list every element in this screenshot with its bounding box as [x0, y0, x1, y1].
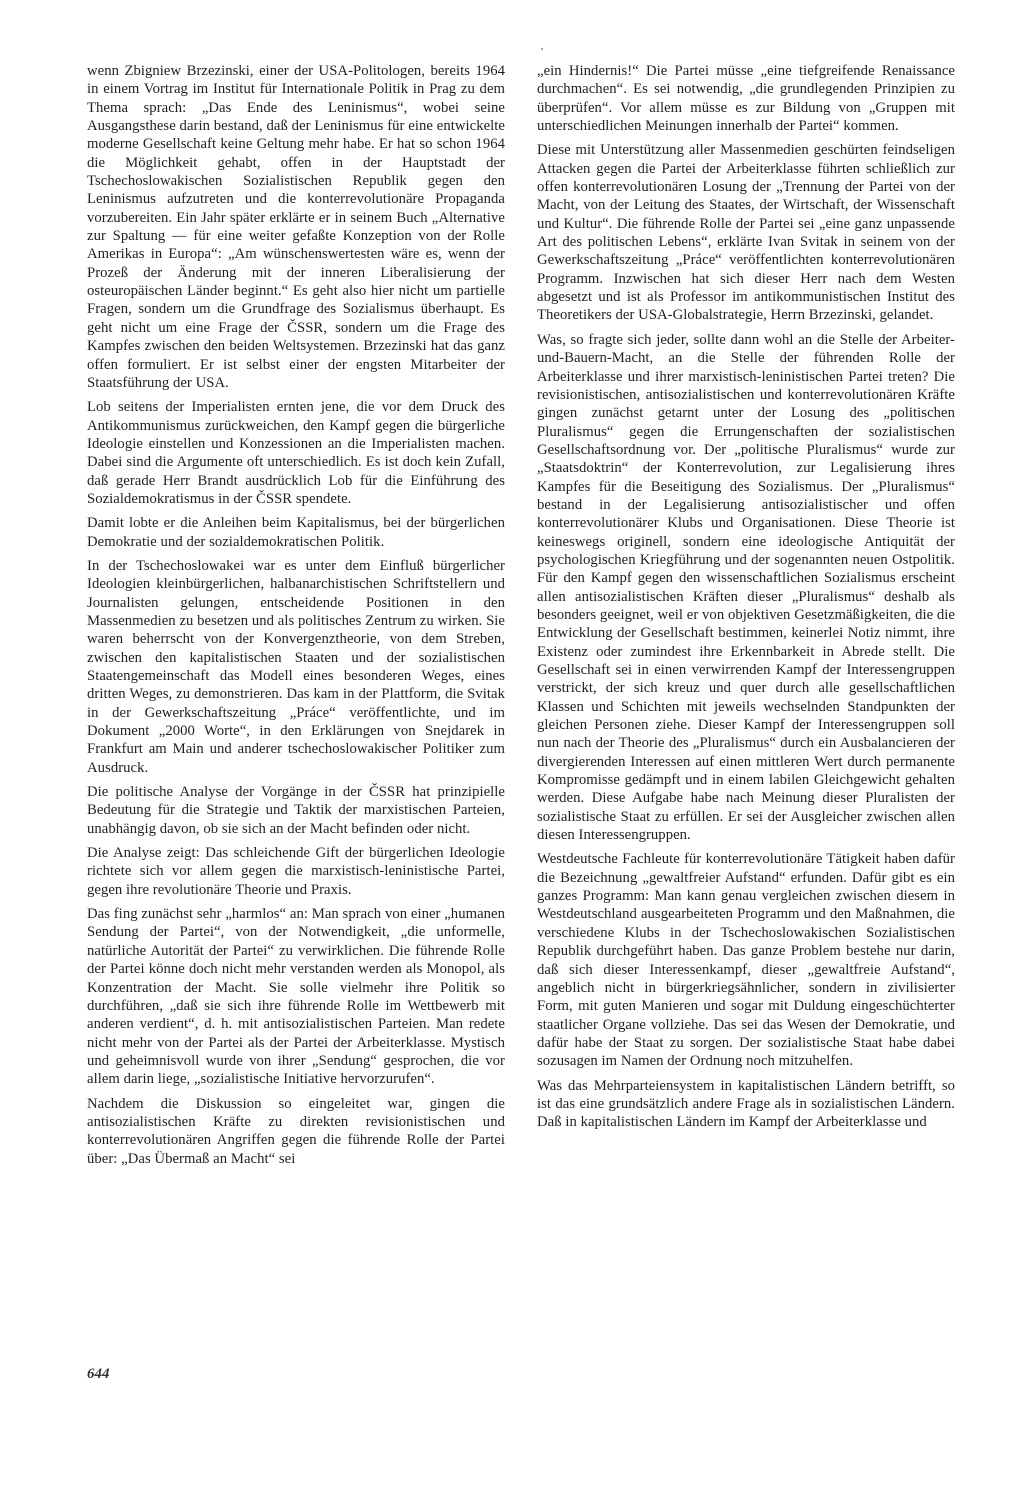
paragraph: Was das Mehrparteiensystem in kapitalistischen Ländern betrifft, so ist das eine grundsätzlich andere Frage als in sozialistischen Ländern. Daß in kapitalistischen Ländern im Kampf der Arbeiterklasse und	[537, 1077, 955, 1131]
paragraph: wenn Zbigniew Brzezinski, einer der USA-Politologen, bereits 1964 in einem Vortrag im Institut für Internationale Politik in Prag zu dem Thema sprach: „Das Ende des Leninismus“, wobei seine Ausgangsthese darin bestand, daß der Leninismus für eine entwickelte moderne Gesellschaft keine Geltung mehr habe. Er hat so schon 1964 die Möglichkeit gehabt, offen in der Hauptstadt der Tschechoslowakischen Sozialistischen Republik gegen den Leninismus aufzutreten und die konterrevolutionäre Propaganda vorzubereiten. Ein Jahr später erklärte er in seinem Buch „Alternative zur Spaltung — für eine weiter gefaßte Konzeption von der Rolle Amerikas in Europa“: „Am wünschenswertesten wäre es, wenn der Prozeß der Änderung mit der inneren Liberalisierung der osteuropäischen Länder beginnt.“ Es geht also hier nicht um partielle Fragen, sondern um die Grundfrage des Sozialismus überhaupt. Es geht nicht um eine Frage der ČSSR, sondern um die Frage des Kampfes zwischen den beiden Weltsystemen. Brzezinski hat das ganz offen formuliert. Er ist selbst einer der engsten Mitarbeiter der Staatsführung der USA.	[87, 63, 505, 391]
paragraph: Lob seitens der Imperialisten ernten jene, die vor dem Druck des Antikommunismus zurückweichen, den Kampf gegen die bürgerliche Ideologie einstellen und Konzessionen an die Imperialisten machen. Dabei sind die Argumente oft unterschiedlich. Es ist doch kein Zufall, daß gerade Herr Brandt ausdrücklich Lob für die Einführung des Sozialdemokratismus in der ČSSR spendete.	[87, 399, 505, 507]
paragraph: Was, so fragte sich jeder, sollte dann wohl an die Stelle der Arbeiter-und-Bauern-Macht, an die Stelle der führenden Rolle der Arbeiterklasse und ihrer marxistisch-leninistischen Partei treten? Die revisionistischen, antisozialistischen und konterrevolutionären Kräfte gingen zunächst getarnt unter der Losung des „politischen Pluralismus“ gegen die Errungenschaften der sozialistischen Gesellschaftsordnung vor. Der „politische Pluralismus“ wurde zur „Staatsdoktrin“ der Konterrevolution, zur Legalisierung ihres Kampfes für die Beseitigung des Sozialismus. Der „Pluralismus“ bestand in der Legalisierung antisozialistischer und offen konterrevolutionärer Klubs und Organisationen. Diese Theorie ist keineswegs originell, sondern eine ideologische Antiquität der psychologischen Kriegführung und der sogenannten neuen Ostpolitik. Für den Kampf gegen den wissenschaftlichen Sozialismus erscheint allen antisozialistischen Kräften dieser „Pluralismus“ deshalb als besonders geeignet, weil er von objektiven Gesetzmäßigkeiten, die die Entwicklung der Gesellschaft bestimmen, keinerlei Notiz nimmt, ihre Existenz oder zumindest ihre Erkennbarkeit in Abrede stellt. Die Gesellschaft sei in einen verwirrenden Kampf der Interessengruppen verstrickt, der sich kreuz und quer durch alle gesellschaftlichen Klassen und Schichten mit jeweils wechselnden Standpunkten der gleichen Personen ziehe. Dieser Kampf der Interessengruppen soll nun nach der Theorie des „Pluralismus“ durch ein Ausbalancieren der divergierenden Interessen auf einen mittleren Wert durch permanente Kompromisse gedämpft und in einem labilen Gleichgewicht gehalten werden. Diese Aufgabe habe nach Meinung dieser Pluralisten der sozialistische Staat zu erfüllen. Er sei der Ausgleicher zwischen allen diesen Interessengruppen.	[537, 331, 955, 844]
paragraph: In der Tschechoslowakei war es unter dem Einfluß bürgerlicher Ideologien kleinbürgerlichen, halbanarchistischen Schriftstellern und Journalisten gelungen, entscheidende Positionen in den Massenmedien zu besetzen und als politisches Zentrum zu wirken. Sie waren beherrscht von der Konvergenztheorie, von dem Streben, zwischen den kapitalistischen Staaten und der sozialistischen Staatengemeinschaft das Modell eines besonderen Weges, eines dritten Weges, zu demonstrieren. Das kam in der Plattform, die Svitak in der Gewerkschaftszeitung „Práce“ veröffentlichte, und im Dokument „2000 Worte“, in den Erklärungen von Snejdarek in Frankfurt am Main und anderer tschechoslowakischer Politiker zum Ausdruck.	[87, 557, 505, 776]
right-text-column	[537, 62, 955, 1138]
left-text-column	[87, 62, 505, 1174]
paragraph: Nachdem die Diskussion so eingeleitet war, gingen die antisozialistischen Kräfte zu direkten revisionistischen und konterrevolutionären Angriffen gegen die führende Rolle der Partei über: „Das Übermaß an Macht“ sei	[87, 1095, 505, 1167]
print-speck	[541, 48, 543, 50]
paragraph: Damit lobte er die Anleihen beim Kapitalismus, bei der bürgerlichen Demokratie und der sozialdemokratischen Politik.	[87, 515, 505, 550]
paragraph: Diese mit Unterstützung aller Massenmedien geschürten feindseligen Attacken gegen die Partei der Arbeiterklasse führten schließlich zur offen konterrevolutionären Losung der „Trennung der Partei von der Macht, von der Leitung des Staates, der Wirtschaft, der Wissenschaft und Kultur“. Die führende Rolle der Partei sei „eine ganz unpassende Art des politischen Lebens“, erklärte Ivan Svitak in seinem von der Gewerkschaftszeitung „Práce“ veröffentlichten konterrevolutionären Programm. Inzwischen hat sich dieser Herr nach dem Westen abgesetzt und ist als Professor im antikommunistischen Institut des Theoretikers der USA-Globalstrategie, Herrn Brzezinski, gelandet.	[537, 142, 955, 324]
page-number: 644	[87, 1366, 110, 1382]
paragraph: Die Analyse zeigt: Das schleichende Gift der bürgerlichen Ideologie richtete sich vor allem gegen die marxistisch-leninistische Partei, gegen ihre revolutionäre Theorie und Praxis.	[87, 845, 505, 898]
paragraph: Westdeutsche Fachleute für konterrevolutionäre Tätigkeit haben dafür die Bezeichnung „gewaltfreier Aufstand“ erfunden. Dafür gibt es ein ganzes Programm: Man kann genau vergleichen zwischen diesem in Westdeutschland ausgearbeiteten Programm und den Maßnahmen, die verschiedene Klubs in der Tschechoslowakischen Sozialistischen Republik durchgeführt haben. Das ganze Problem bestehe nur darin, daß sich dieser Interessenkampf, dieser „gewaltfreie Aufstand“, angeblich nicht in bürgerkriegsähnlicher, sondern in zivilisierter Form, mit guten Manieren und sogar mit Duldung eingeschüchterter staatlicher Organe vollziehe. Das sei das Wesen der Demokratie, und dafür habe der Staat zu sorgen. Der sozialistische Staat habe dabei sozusagen im Namen der Ordnung noch mitzuhelfen.	[537, 851, 955, 1070]
paragraph: Das fing zunächst sehr „harmlos“ an: Man sprach von einer „humanen Sendung der Partei“, von der Notwendigkeit, „die unformelle, natürliche Autorität der Partei“ zu verwirklichen. Die führende Rolle der Partei könne doch nicht mehr verstanden werden als Monopol, als Konzentration der Macht. Sie solle vielmehr ihre Politik so durchführen, „daß sie sich ihre führende Rolle im Wettbewerb mit anderen verdient“, d. h. mit antisozialistischen Parteien. Man redete nicht mehr von der Partei als der Partei der Arbeiterklasse. Mystisch und geheimnisvoll wurde von ihrer „Sendung“ gesprochen, die vor allem darin liege, „sozialistische Initiative hervorzurufen“.	[87, 906, 505, 1088]
paragraph: Die politische Analyse der Vorgänge in der ČSSR hat prinzipielle Bedeutung für die Strategie und Taktik der marxistischen Parteien, unabhängig davon, ob sie sich an der Macht befinden oder nicht.	[87, 784, 505, 837]
paragraph: „ein Hindernis!“ Die Partei müsse „eine tiefgreifende Renaissance durchmachen“. Es sei notwendig, „die grundlegenden Prinzipien zu überprüfen“. Vor allem müsse es zur Bildung von „Gruppen mit unterschiedlichen Meinungen innerhalb der Partei“ kommen.	[537, 63, 955, 135]
